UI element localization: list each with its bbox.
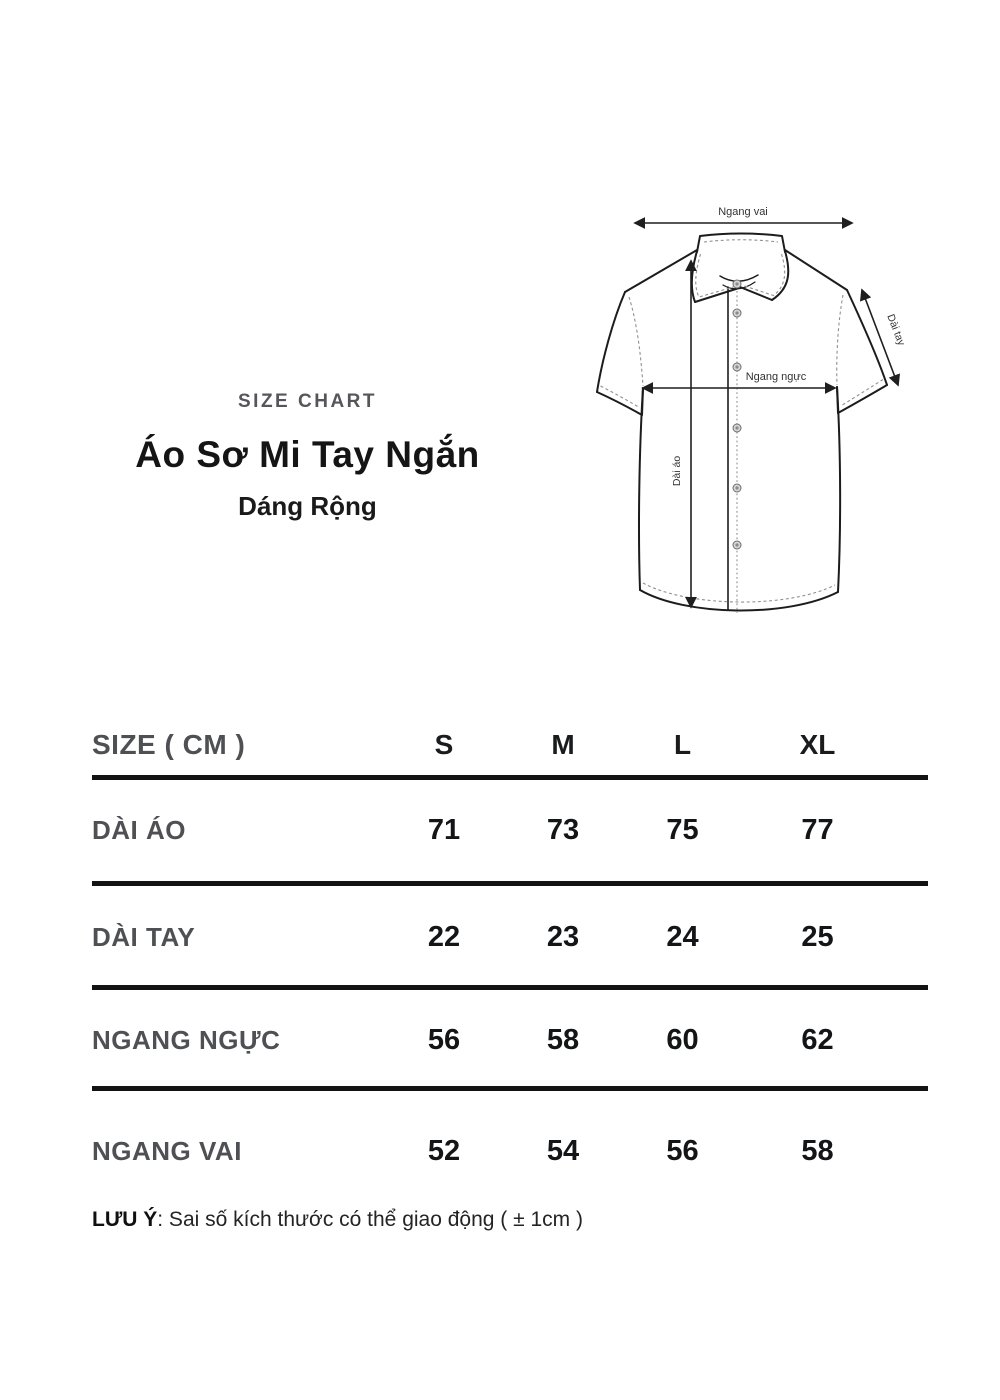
table-row <box>92 780 892 880</box>
cell-value: 52 <box>427 1134 461 1167</box>
cell-value: 60 <box>666 1023 699 1056</box>
row-label: NGANG NGỰC <box>92 1024 281 1055</box>
cell-value: 62 <box>801 1023 834 1056</box>
cell-value: 22 <box>427 920 461 953</box>
shirt-length-label: Dài áo <box>671 455 683 487</box>
page-subtitle: Dáng Rộng <box>238 490 377 521</box>
shirt-measurement-diagram <box>575 190 925 660</box>
table-row <box>92 887 892 987</box>
cell-value: 24 <box>666 920 699 953</box>
tolerance-note <box>92 1206 583 1233</box>
table-divider <box>92 881 928 886</box>
stitch-lines <box>601 240 884 613</box>
column-header-l: L <box>673 729 692 760</box>
row-label: NGANG VAI <box>92 1135 242 1166</box>
chest-width-label: Ngang ngực <box>745 371 807 383</box>
column-header-xl: XL <box>799 729 836 760</box>
page-title: Áo Sơ Mi Tay Ngắn <box>135 434 480 475</box>
cell-value: 54 <box>546 1134 580 1167</box>
shoulder-width-label: Ngang vai <box>718 206 768 218</box>
column-header-s: S <box>434 729 454 760</box>
cell-value: 77 <box>801 813 834 846</box>
column-header-m: M <box>551 729 575 760</box>
shirt-diagram-svg <box>575 190 925 660</box>
note-label: LƯU Ý <box>92 1208 158 1231</box>
cell-value: 58 <box>546 1023 580 1056</box>
table-row <box>92 990 892 1090</box>
cell-value: 25 <box>801 920 834 953</box>
table-header-row <box>92 715 892 775</box>
note-text: : Sai số kích thước có thể giao động ( ± 1cm ) <box>157 1208 583 1231</box>
row-label: DÀI ÁO <box>92 814 186 845</box>
table-row <box>92 1101 892 1201</box>
cell-value: 56 <box>666 1134 699 1167</box>
sleeve-length-label: Dài tay <box>884 312 908 348</box>
cell-value: 71 <box>427 813 461 846</box>
cell-value: 56 <box>427 1023 461 1056</box>
cell-value: 58 <box>801 1134 834 1167</box>
cell-value: 23 <box>546 920 580 953</box>
eyebrow-size-chart: SIZE CHART <box>238 391 377 412</box>
row-label: DÀI TAY <box>92 921 196 952</box>
shirt-outline <box>597 234 887 611</box>
cell-value: 73 <box>546 813 580 846</box>
table-divider <box>92 1086 928 1091</box>
table-title: SIZE ( CM ) <box>92 729 246 760</box>
title-block <box>100 392 515 520</box>
cell-value: 75 <box>666 813 699 846</box>
